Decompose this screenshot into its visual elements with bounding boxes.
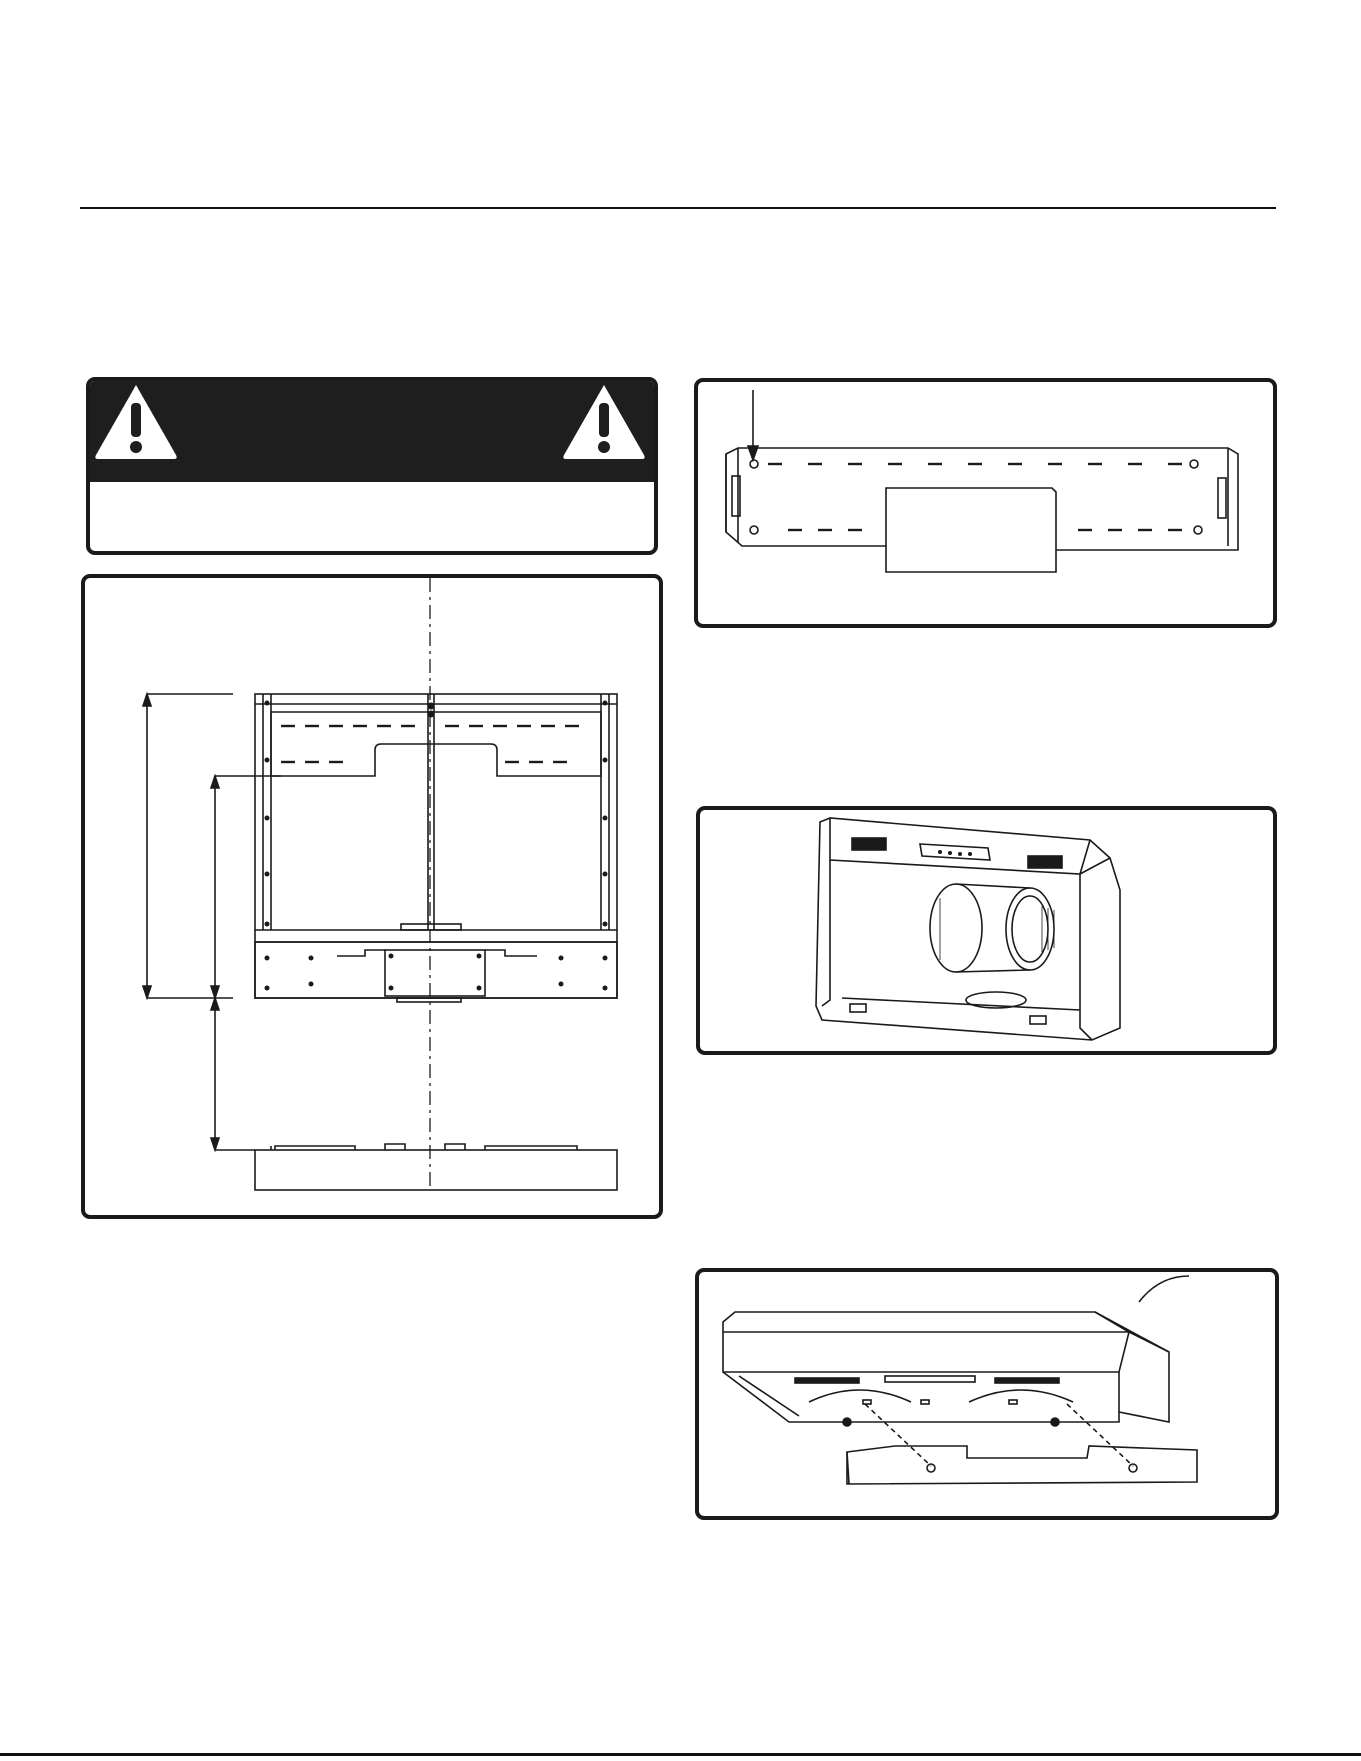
warning-triangle-icon — [558, 381, 650, 461]
hood-interior-figure — [696, 806, 1277, 1055]
mounting-diagram — [85, 578, 659, 1215]
warning-triangle-icon — [90, 381, 182, 461]
hood-underside-diagram — [699, 1272, 1275, 1516]
footer-rule — [0, 1753, 1361, 1756]
hood-interior-diagram — [700, 810, 1273, 1051]
hood-underside-figure — [695, 1268, 1279, 1520]
mounting-bracket-figure — [694, 378, 1277, 628]
warning-box — [86, 377, 658, 555]
header-rule — [80, 207, 1276, 209]
mounting-bracket-diagram — [698, 382, 1273, 624]
mounting-diagram-figure — [81, 574, 663, 1219]
